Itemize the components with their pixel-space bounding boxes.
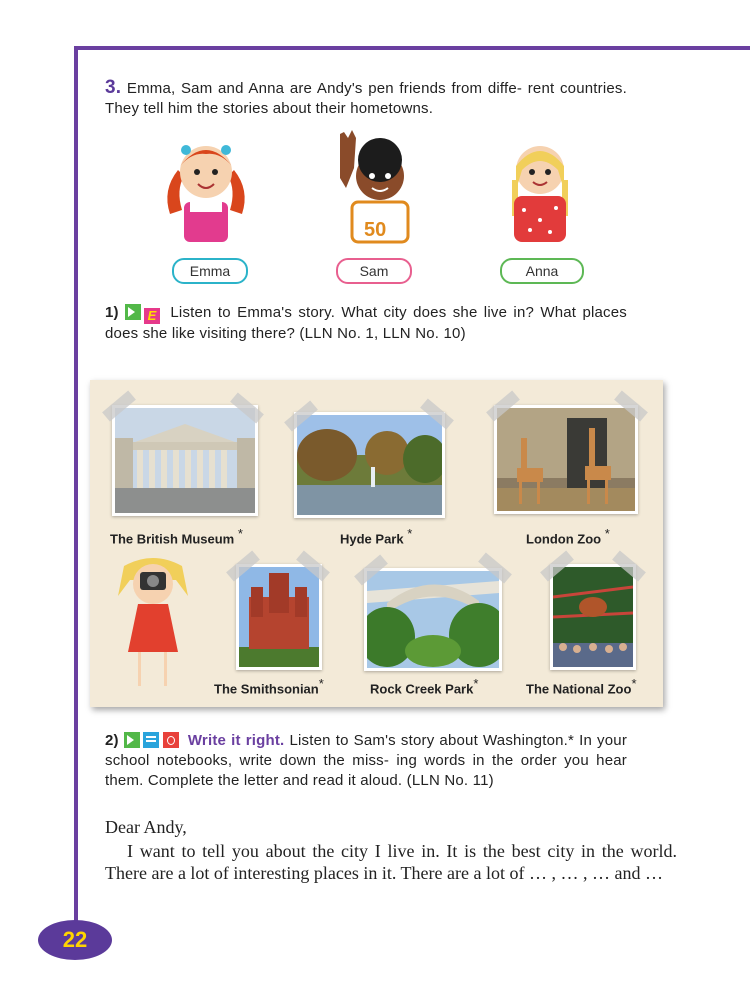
task1-text: Listen to Emma's story. What city does she live in? What places does she like visiting there? (LLN No. 1, LLN No. 10) <box>105 304 628 342</box>
book-icon <box>143 732 159 748</box>
task2-title: Write it right. <box>187 732 285 749</box>
writing-icon <box>163 732 179 748</box>
task1 <box>105 303 627 344</box>
photo-london-zoo <box>494 405 638 514</box>
exercise-intro-text: Emma, Sam and Anna are Andy's pen friends from diffe- rent countries. They tell him the stories about their hometowns. <box>105 80 627 117</box>
photo-board <box>90 380 663 707</box>
anna-illustration <box>500 130 580 246</box>
audio-icon <box>124 732 140 748</box>
task2-number: 2) <box>105 732 119 749</box>
page-number: 22 <box>38 920 112 960</box>
audio-icon <box>125 304 141 320</box>
photo-smithsonian <box>236 564 322 670</box>
task2 <box>105 731 627 791</box>
svg-text:50: 50 <box>364 219 387 241</box>
exercise-intro <box>105 78 627 119</box>
caption-british-museum: The British Museum * <box>110 526 243 547</box>
photo-national-zoo <box>550 564 636 670</box>
caption-national-zoo: The National Zoo* <box>526 676 637 697</box>
name-tag-emma: Emma <box>172 258 248 284</box>
top-rule <box>74 46 750 50</box>
girl-with-camera-illustration <box>114 556 192 694</box>
photo-hyde-park <box>294 412 445 518</box>
photo-rock-creek-park <box>364 568 502 671</box>
letter-greeting: Dear Andy, <box>105 817 187 837</box>
caption-smithsonian: The Smithsonian* <box>214 676 324 697</box>
task1-number: 1) <box>105 304 119 321</box>
caption-hyde-park: Hyde Park * <box>340 526 413 547</box>
sam-illustration <box>330 128 418 246</box>
exercise-number: 3. <box>105 77 122 98</box>
task2-text: Listen to Sam's story about Washington.* In your school notebooks, write down the miss- ing words in the order you hear them. Complete the letter and read it aloud. (LLN No. 11) <box>105 732 628 789</box>
name-tag-sam: Sam <box>336 258 412 284</box>
caption-london-zoo: London Zoo * <box>526 526 610 547</box>
emma-illustration <box>160 130 252 248</box>
letter-body: I want to tell you about the city I live in. It is the best city in the world. There are a lot of interesting places in it. There are a lot of … , … , … and … <box>105 841 677 883</box>
photo-british-museum <box>112 405 258 516</box>
e-icon: E <box>144 308 160 324</box>
left-rule <box>74 46 78 951</box>
name-tag-anna: Anna <box>500 258 584 284</box>
caption-rock-creek-park: Rock Creek Park* <box>370 676 479 697</box>
